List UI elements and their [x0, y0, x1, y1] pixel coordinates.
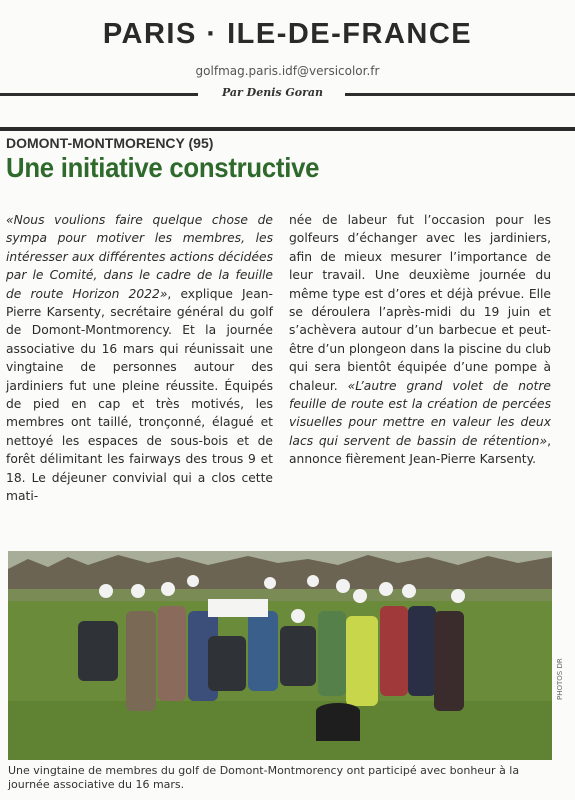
article-column-right — [289, 211, 551, 469]
byline: Par Denis Goran — [221, 86, 324, 99]
byline-row — [0, 86, 575, 100]
byline-rule-right — [345, 93, 575, 96]
group-photo — [8, 551, 552, 760]
group-photo-illustration — [8, 551, 552, 760]
photo-caption: Une vingtaine de membres du golf de Domont-Montmorency ont participé avec bonheur à la journée associative du 16 mars. — [8, 764, 520, 791]
right-closing: , annonce fièrement Jean-Pierre Karsenty. — [289, 433, 551, 467]
article-column-left — [6, 211, 273, 506]
section-title: PARIS · ILE-DE-FRANCE — [102, 18, 473, 50]
section-rule — [0, 127, 575, 131]
right-text: née de labeur fut l’occasion pour les golfeurs d’échanger avec les jardiniers, afin de mieux mesurer l’importance de leur travail. Une deuxième journée du même type est d’ores et déjà prévue. Elle se déroulera l’après-midi du 19 juin et s’achèvera autour d’un barbecue et peut-être d’un plongeon dans la piscine du club qui sera bientôt équipée d’une pompe à chaleur. — [289, 213, 551, 393]
photo-credit: PHOTOS DR — [556, 658, 564, 700]
article-kicker: DOMONT-MONTMORENCY (95) — [6, 135, 214, 151]
article-headline: Une initiative constructive — [6, 152, 320, 183]
left-quote: «Nous voulions faire quelque chose de sympa pour motiver les membres, les intéresser aux différentes actions décidées par le Comité, dans le cadre de la feuille de route Horizon 2022» — [6, 213, 273, 301]
contact-email: golfmag.paris.idf@versicolor.fr — [195, 64, 380, 78]
right-quote: «L’autre grand volet de notre feuille de route est la création de percées visuelles pour mettre en valeur les deux lacs qui servent de bassin de rétention» — [289, 378, 551, 448]
left-text: , explique Jean-Pierre Karsenty, secrétaire général du golf de Domont-Montmorency. Et la journée associative du 16 mars qui réunissait une vingtaine de personnes autour des jardiniers fut une pleine réussite. Équipés de pied en cap et très motivés, les membres ont taillé, tronçonné, élagué et nettoyé les espaces de sous-bois et de forêt délimitant les fairways des trous 9 et 18. Le déjeuner convivial qui a clos cette mati- — [6, 286, 273, 504]
byline-rule-left — [0, 93, 198, 96]
